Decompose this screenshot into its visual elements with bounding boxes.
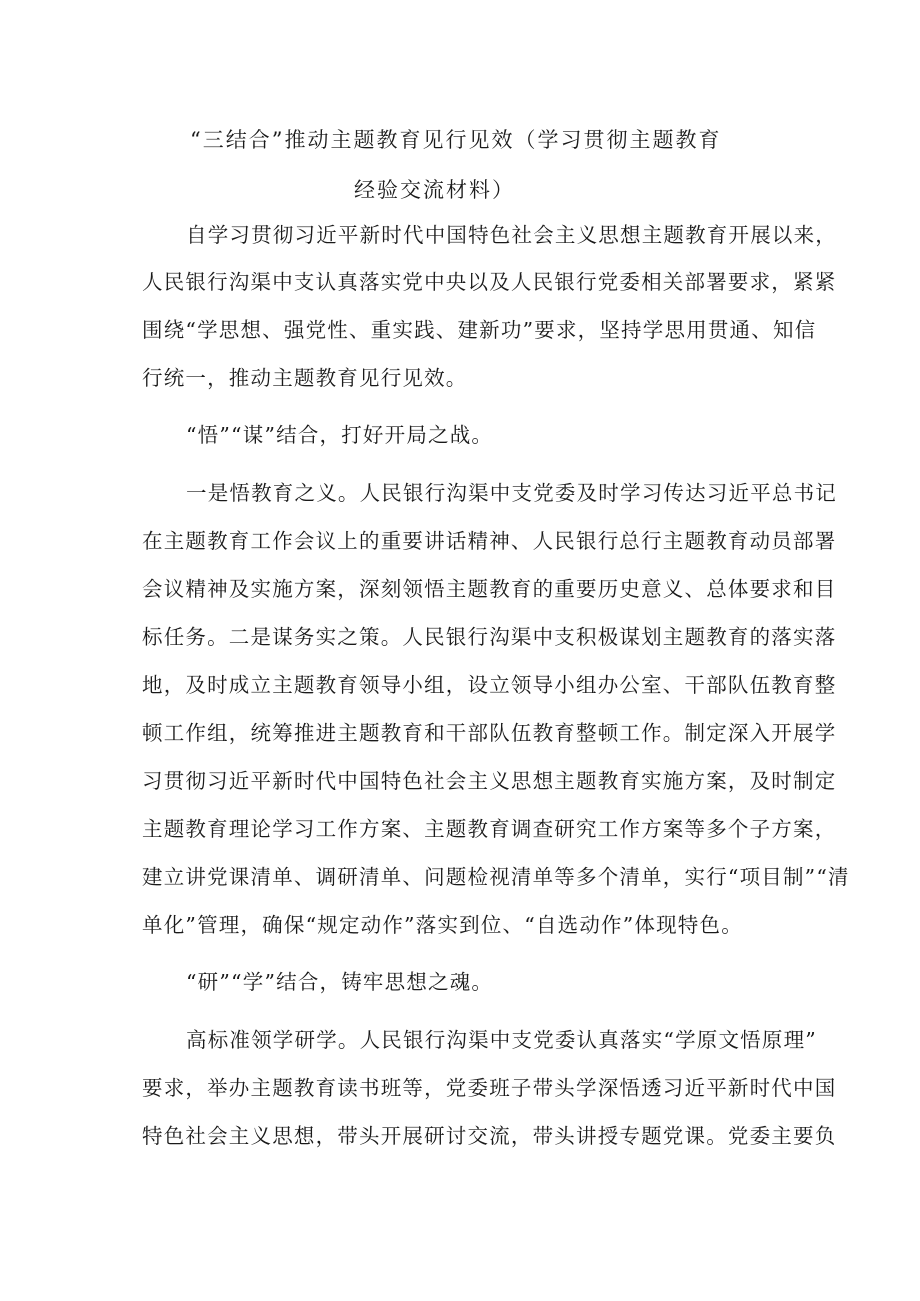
- body-line: 习贯彻习近平新时代中国特色社会主义思想主题教育实施方案，及时制定: [142, 769, 837, 793]
- body-line: 自学习贯彻习近平新时代中国特色社会主义思想主题教育开展以来，: [186, 223, 837, 247]
- body-line: 要求，举办主题教育读书班等，党委班子带头学深悟透习近平新时代中国: [142, 1076, 837, 1100]
- body-line: 行统一，推动主题教育见行见效。: [142, 366, 468, 390]
- body-line: 高标准领学研学。人民银行沟渠中支党委认真落实“学原文悟原理”: [186, 1028, 817, 1052]
- body-line: 地，及时成立主题教育领导小组，设立领导小组办公室、干部队伍教育整: [142, 673, 837, 697]
- body-line: 在主题教育工作会议上的重要讲话精神、人民银行总行主题教育动员部署: [142, 529, 837, 553]
- section-heading: “悟”“谋”结合，打好开局之战。: [186, 423, 494, 447]
- body-line: 一是悟教育之义。人民银行沟渠中支党委及时学习传达习近平总书记: [186, 481, 837, 505]
- body-line: 顿工作组，统筹推进主题教育和干部队伍教育整顿工作。制定深入开展学: [142, 721, 837, 745]
- body-line: 特色社会主义思想，带头开展研讨交流，带头讲授专题党课。党委主要负: [142, 1124, 837, 1148]
- body-line: 建立讲党课清单、调研清单、问题检视清单等多个清单，实行“项目制”“清: [142, 865, 850, 889]
- body-line: 单化”管理，确保“规定动作”落实到位、“自选动作”体现特色。: [142, 913, 743, 937]
- body-line: 主题教育理论学习工作方案、主题教育调查研究工作方案等多个子方案，: [142, 817, 837, 841]
- body-line: 标任务。二是谋务实之策。人民银行沟渠中支积极谋划主题教育的落实落: [142, 625, 837, 649]
- body-line: 会议精神及实施方案，深刻领悟主题教育的重要历史意义、总体要求和目: [142, 577, 837, 601]
- document-title-line-1: “三结合”推动主题教育见行见效（学习贯彻主题教育: [190, 128, 722, 152]
- body-line: 人民银行沟渠中支认真落实党中央以及人民银行党委相关部署要求，紧紧: [142, 270, 837, 294]
- body-line: 围绕“学思想、强党性、重实践、建新功”要求，坚持学思用贯通、知信: [142, 318, 817, 342]
- document-title-line-2: 经验交流材料）: [354, 178, 515, 202]
- section-heading: “研”“学”结合，铸牢思想之魂。: [186, 970, 494, 994]
